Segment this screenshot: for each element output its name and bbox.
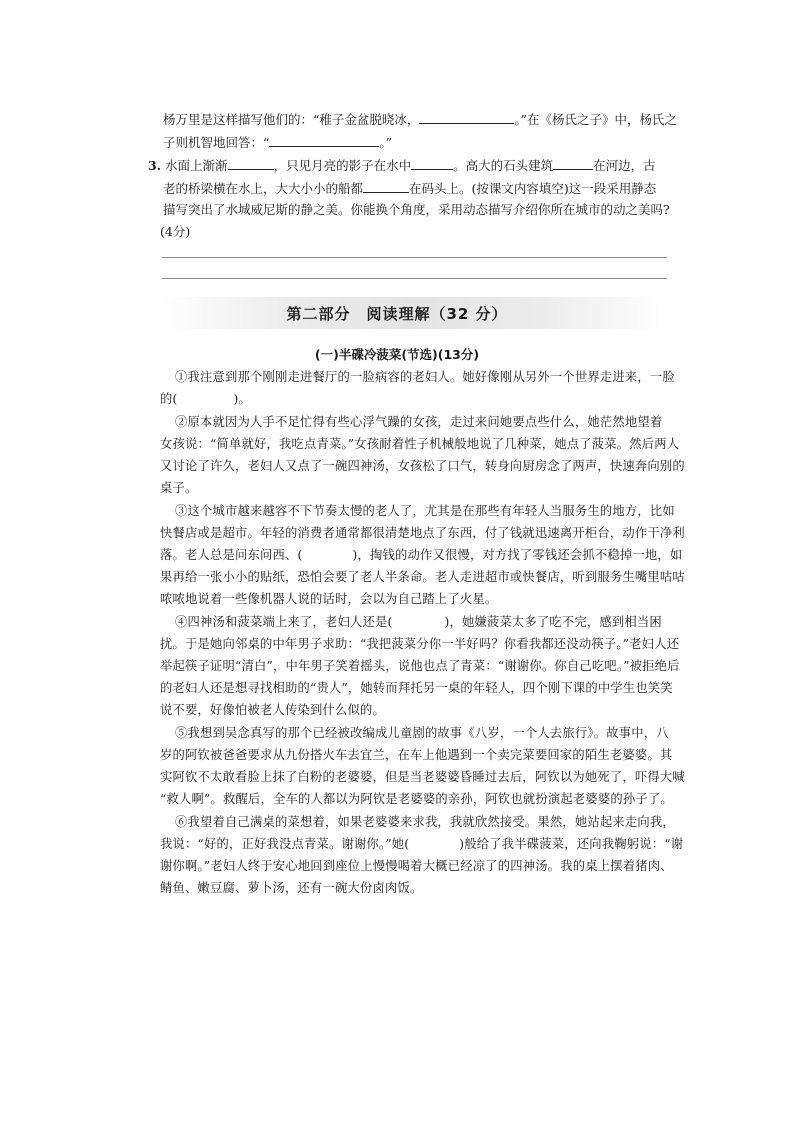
p5-line: “救人啊”。救醒后，全车的人都以为阿钦是老婆婆的亲孙，阿钦也就扮演起老婆婆的孙子了。 — [160, 792, 673, 806]
p1-text: )。 — [233, 392, 251, 406]
p5-line: ⑤我想到吴念真写的那个已经被改编成儿童剧的故事《八岁，一个人去旅行》。故事中，八 — [175, 726, 669, 740]
p2-line: ②原本就因为人手不足忙得有些心浮气躁的女孩，走过来问她要点些什么，她茫然地望着 — [175, 415, 663, 429]
p4-line: 举起筷子证明“清白”，中年男子笑着摇头，说他也点了青菜：“谢谢你。你自己吃吧。”被拒绝后 — [160, 659, 680, 673]
p6-line: ⑥我望着自己满桌的菜想着，如果老婆婆来求我，我就欣然接受。果然，她站起来走向我， — [175, 815, 675, 829]
p5-line: 岁的阿钦被爸爸要求从九份搭火车去宜兰，在车上他遇到一个卖完菜要回家的陌生老婆婆。其 — [160, 748, 673, 762]
p2-line: 桌子。 — [160, 481, 198, 495]
question-number: 3. — [148, 158, 162, 173]
q3-text: 水面上渐渐 — [165, 158, 228, 173]
q2-text: 。” — [379, 135, 393, 150]
p3-line: 果再给一张小小的贴纸，恐怕会要了老人半条命。老人走进超市或快餐店，听到服务生嘴里咕咕 — [160, 570, 685, 584]
answer-line-2[interactable] — [162, 278, 667, 279]
q3-blank-2[interactable] — [411, 156, 453, 170]
p3-text: )，掏钱的动作又很慢，对方找了零钱还会抓不稳掉一地，如 — [352, 548, 683, 562]
p2-line: 女孩说：“简单就好，我吃点青菜。”女孩耐着性子机械般地说了几种菜，她点了菠菜。然后两人 — [160, 437, 680, 451]
q3-blank-3[interactable] — [553, 156, 593, 170]
q3-score: (4分) — [160, 224, 191, 239]
p3-text: 落。老人总是问东问西、( — [160, 548, 303, 562]
q2-line-1 — [163, 110, 677, 128]
q2-answer-blank-2[interactable] — [269, 133, 379, 147]
q3-line-3: 描写突出了水城威尼斯的静之美。你能换个角度，采用动态描写介绍你所在城市的动之美吗? — [163, 202, 670, 217]
p2-line: 又讨论了许久，老妇人又点了一碗四神汤，女孩松了口气，转身向厨房念了两声，快速奔向别的 — [160, 459, 685, 473]
passage-title: (一)半碟冷菠菜(节选)(13分) — [314, 347, 480, 362]
p3-line: 哝哝地说着一些像机器人说的话时，会以为自己踏上了火星。 — [160, 592, 498, 606]
p3-line — [160, 547, 682, 563]
p4-line — [175, 614, 662, 630]
section-title: 第二部分 阅读理解（32 分） — [286, 305, 508, 323]
q3-text: 。高大的石头建筑 — [453, 158, 554, 173]
answer-line-1[interactable] — [162, 257, 667, 258]
q3-line-2 — [163, 179, 656, 197]
p1-line: ①我注意到那个刚刚走进餐厅的一脸病容的老妇人。她好像刚从另外一个世界走进来，一脸 — [175, 370, 675, 384]
q3-text: 在河边，古 — [593, 158, 656, 173]
p4-text: )，她嫌菠菜太多了吃不完，感到相当困 — [444, 615, 662, 629]
p6-text: )般给了我半碟菠菜，还向我鞠躬说：“谢 — [459, 837, 684, 851]
q3-text: ，只见月亮的影子在水中 — [273, 158, 412, 173]
q3-text: 在码头上。(按课文内容填空)这一段采用静态 — [409, 181, 657, 196]
p4-line: 的老妇人还是想寻找相助的“贵人”，她转而拜托另一桌的年轻人，四个刚下课的中学生也笑笑 — [160, 681, 673, 695]
q2-line-2 — [163, 133, 392, 151]
p4-text: ④四神汤和菠菜端上来了，老妇人还是( — [175, 615, 393, 629]
p1-text: 的( — [160, 392, 178, 406]
q3-line-1 — [148, 156, 656, 174]
p3-line: ③这个城市越来越容不下节奏太慢的老人了，尤其是在那些有年轻人当服务生的地方，比如 — [175, 504, 675, 518]
p3-line: 快餐店或是超市。年轻的消费者通常都很清楚地点了东西，付了钱就迅速离开柜台，动作干净利 — [160, 526, 685, 540]
q2-text: 杨万里是这样描写他们的：“稚子金盆脱晓冰， — [163, 112, 420, 127]
p6-line: 谢你啊。”老妇人终于安心地回到座位上慢慢喝着大概已经凉了的四神汤。我的桌上摆着猪肉、 — [160, 859, 673, 873]
p1-line — [160, 391, 251, 407]
q2-text: 。”在《杨氏之子》中，杨氏之 — [514, 112, 678, 127]
p6-line — [160, 836, 683, 852]
q3-blank-1[interactable] — [228, 156, 274, 170]
p4-line: 说不要，好像怕被老人传染到什么似的。 — [160, 703, 385, 717]
q2-text: 子则机智地回答：“ — [163, 135, 270, 150]
q3-blank-4[interactable] — [363, 179, 409, 193]
p6-line: 鲭鱼、嫩豆腐、萝卜汤，还有一碗大份卤肉饭。 — [160, 881, 423, 895]
q3-text: 老的桥梁横在水上，大大小小的船都 — [163, 181, 364, 196]
p5-line: 实阿钦不太敢看脸上抹了白粉的老婆婆，但是当老婆婆昏睡过去后，阿钦以为她死了，吓得大喊 — [160, 770, 685, 784]
p4-line: 扰。于是她向邻桌的中年男子求助：“我把菠菜分你一半好吗？你看我都还没动筷子。”老妇人还 — [160, 637, 680, 651]
p6-text: 我说：“好的，正好我没点青菜。谢谢你。”她( — [160, 837, 410, 851]
q2-answer-blank-1[interactable] — [419, 110, 514, 124]
